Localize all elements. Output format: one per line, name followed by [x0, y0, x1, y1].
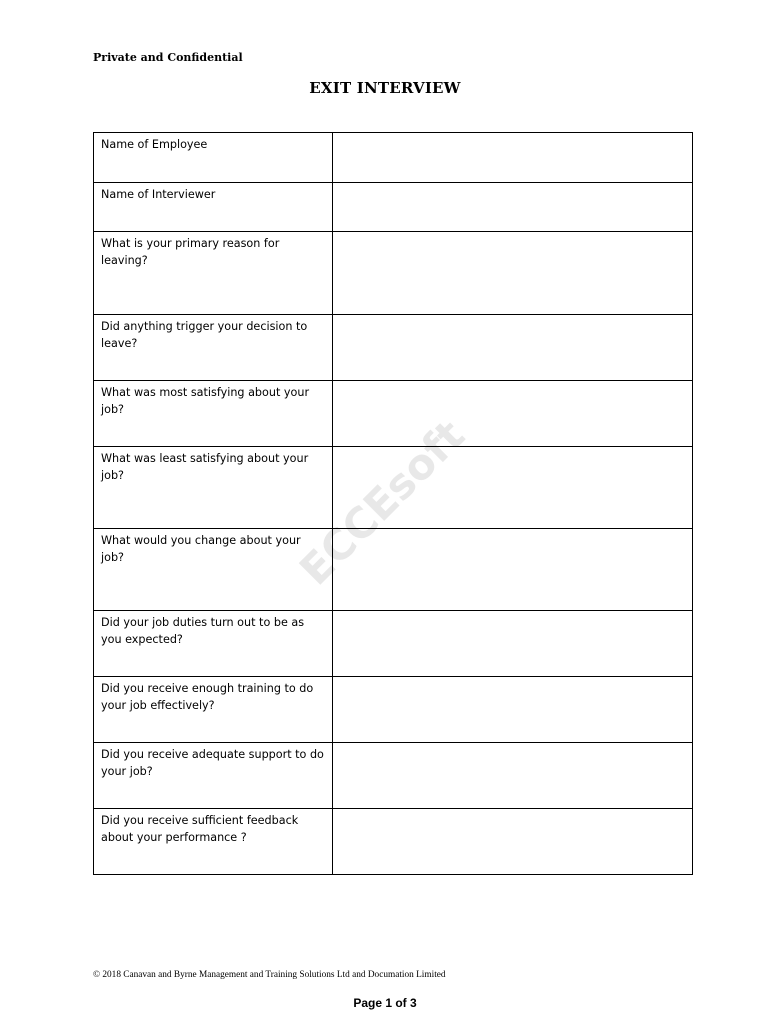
answer-field[interactable]	[333, 183, 693, 232]
answer-field[interactable]	[333, 232, 693, 315]
form-row	[94, 315, 693, 381]
question-label: Did you receive enough training to do your job effectively?	[94, 677, 333, 743]
form-row	[94, 447, 693, 529]
answer-field[interactable]	[333, 381, 693, 447]
form-row	[94, 677, 693, 743]
question-label: What was least satisfying about your job?	[94, 447, 333, 529]
answer-field[interactable]	[333, 447, 693, 529]
question-label: What would you change about your job?	[94, 529, 333, 611]
answer-field[interactable]	[333, 677, 693, 743]
form-row	[94, 381, 693, 447]
answer-field[interactable]	[333, 529, 693, 611]
form-row	[94, 133, 693, 183]
form-row	[94, 232, 693, 315]
page-title: EXIT INTERVIEW	[309, 79, 461, 97]
form-row	[94, 809, 693, 875]
answer-field[interactable]	[333, 315, 693, 381]
copyright-notice: © 2018 Canavan and Byrne Management and Training Solutions Ltd and Documation Limited	[93, 970, 446, 980]
answer-field[interactable]	[333, 133, 693, 183]
question-label: Did anything trigger your decision to leave?	[94, 315, 333, 381]
question-label: What was most satisfying about your job?	[94, 381, 333, 447]
exit-interview-form	[93, 132, 693, 875]
confidentiality-label: Private and Confidential	[93, 51, 243, 64]
watermark: ECCEsoft	[289, 410, 475, 595]
question-label: Name of Interviewer	[94, 183, 333, 232]
question-label: Name of Employee	[94, 133, 333, 183]
question-label: Did you receive sufficient feedback about your performance ?	[94, 809, 333, 875]
answer-field[interactable]	[333, 809, 693, 875]
answer-field[interactable]	[333, 743, 693, 809]
form-row	[94, 743, 693, 809]
answer-field[interactable]	[333, 611, 693, 677]
question-label: Did you receive adequate support to do your job?	[94, 743, 333, 809]
page-number: Page 1 of 3	[353, 996, 417, 1010]
question-label: What is your primary reason for leaving?	[94, 232, 333, 315]
question-label: Did your job duties turn out to be as you expected?	[94, 611, 333, 677]
form-row	[94, 183, 693, 232]
form-row	[94, 611, 693, 677]
form-row	[94, 529, 693, 611]
